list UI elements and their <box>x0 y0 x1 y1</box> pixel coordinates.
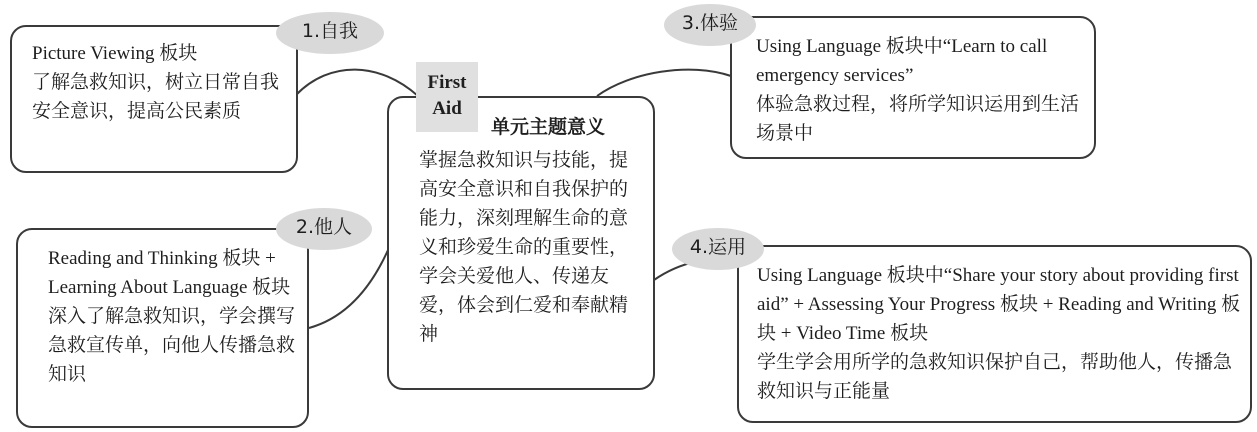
center-title: 单元主题意义 <box>491 116 606 138</box>
node-box-experience <box>730 16 1096 159</box>
connector-line-2 <box>309 250 388 328</box>
node-body-experience: 体验急救过程，将所学知识运用到生活场景中 <box>756 94 1080 144</box>
node-box-self <box>10 25 298 173</box>
center-theme-box <box>387 96 655 390</box>
node-body-application: 学生学会用所学的急救知识保护自己，帮助他人，传播急救知识与正能量 <box>757 352 1233 402</box>
first-aid-badge: First Aid <box>416 62 478 132</box>
node-body-others: 深入了解急救知识，学会撰写急救宣传单，向他人传播急救知识 <box>48 306 296 385</box>
tag-experience: 3.体验 <box>664 4 756 46</box>
node-heading-experience: Using Language 板块中“Learn to call emergency services” <box>756 36 1048 86</box>
node-heading-application: Using Language 板块中“Share your story about providing first aid” + Assessing Your Progress 板块 + Reading and Writing 板块 + Video Time 板块 <box>757 265 1241 344</box>
tag-self: 1.自我 <box>276 12 384 54</box>
tag-application: 4.运用 <box>672 228 764 270</box>
node-box-application <box>737 245 1252 423</box>
connector-line-1 <box>296 70 418 96</box>
connector-line-3 <box>597 70 731 96</box>
center-body: 掌握急救知识与技能，提高安全意识和自我保护的能力，深刻理解生命的意义和珍爱生命的重要性，学会关爱他人、传递友爱，体会到仁爱和奉献精神 <box>419 150 629 345</box>
node-heading-others: Reading and Thinking 板块 + Learning About Language 板块 <box>48 248 291 298</box>
node-body-self: 了解急救知识，树立日常自我安全意识，提高公民素质 <box>32 72 280 122</box>
node-box-others <box>16 228 309 428</box>
tag-others: 2.他人 <box>276 208 372 250</box>
node-heading-self: Picture Viewing 板块 <box>32 43 198 64</box>
